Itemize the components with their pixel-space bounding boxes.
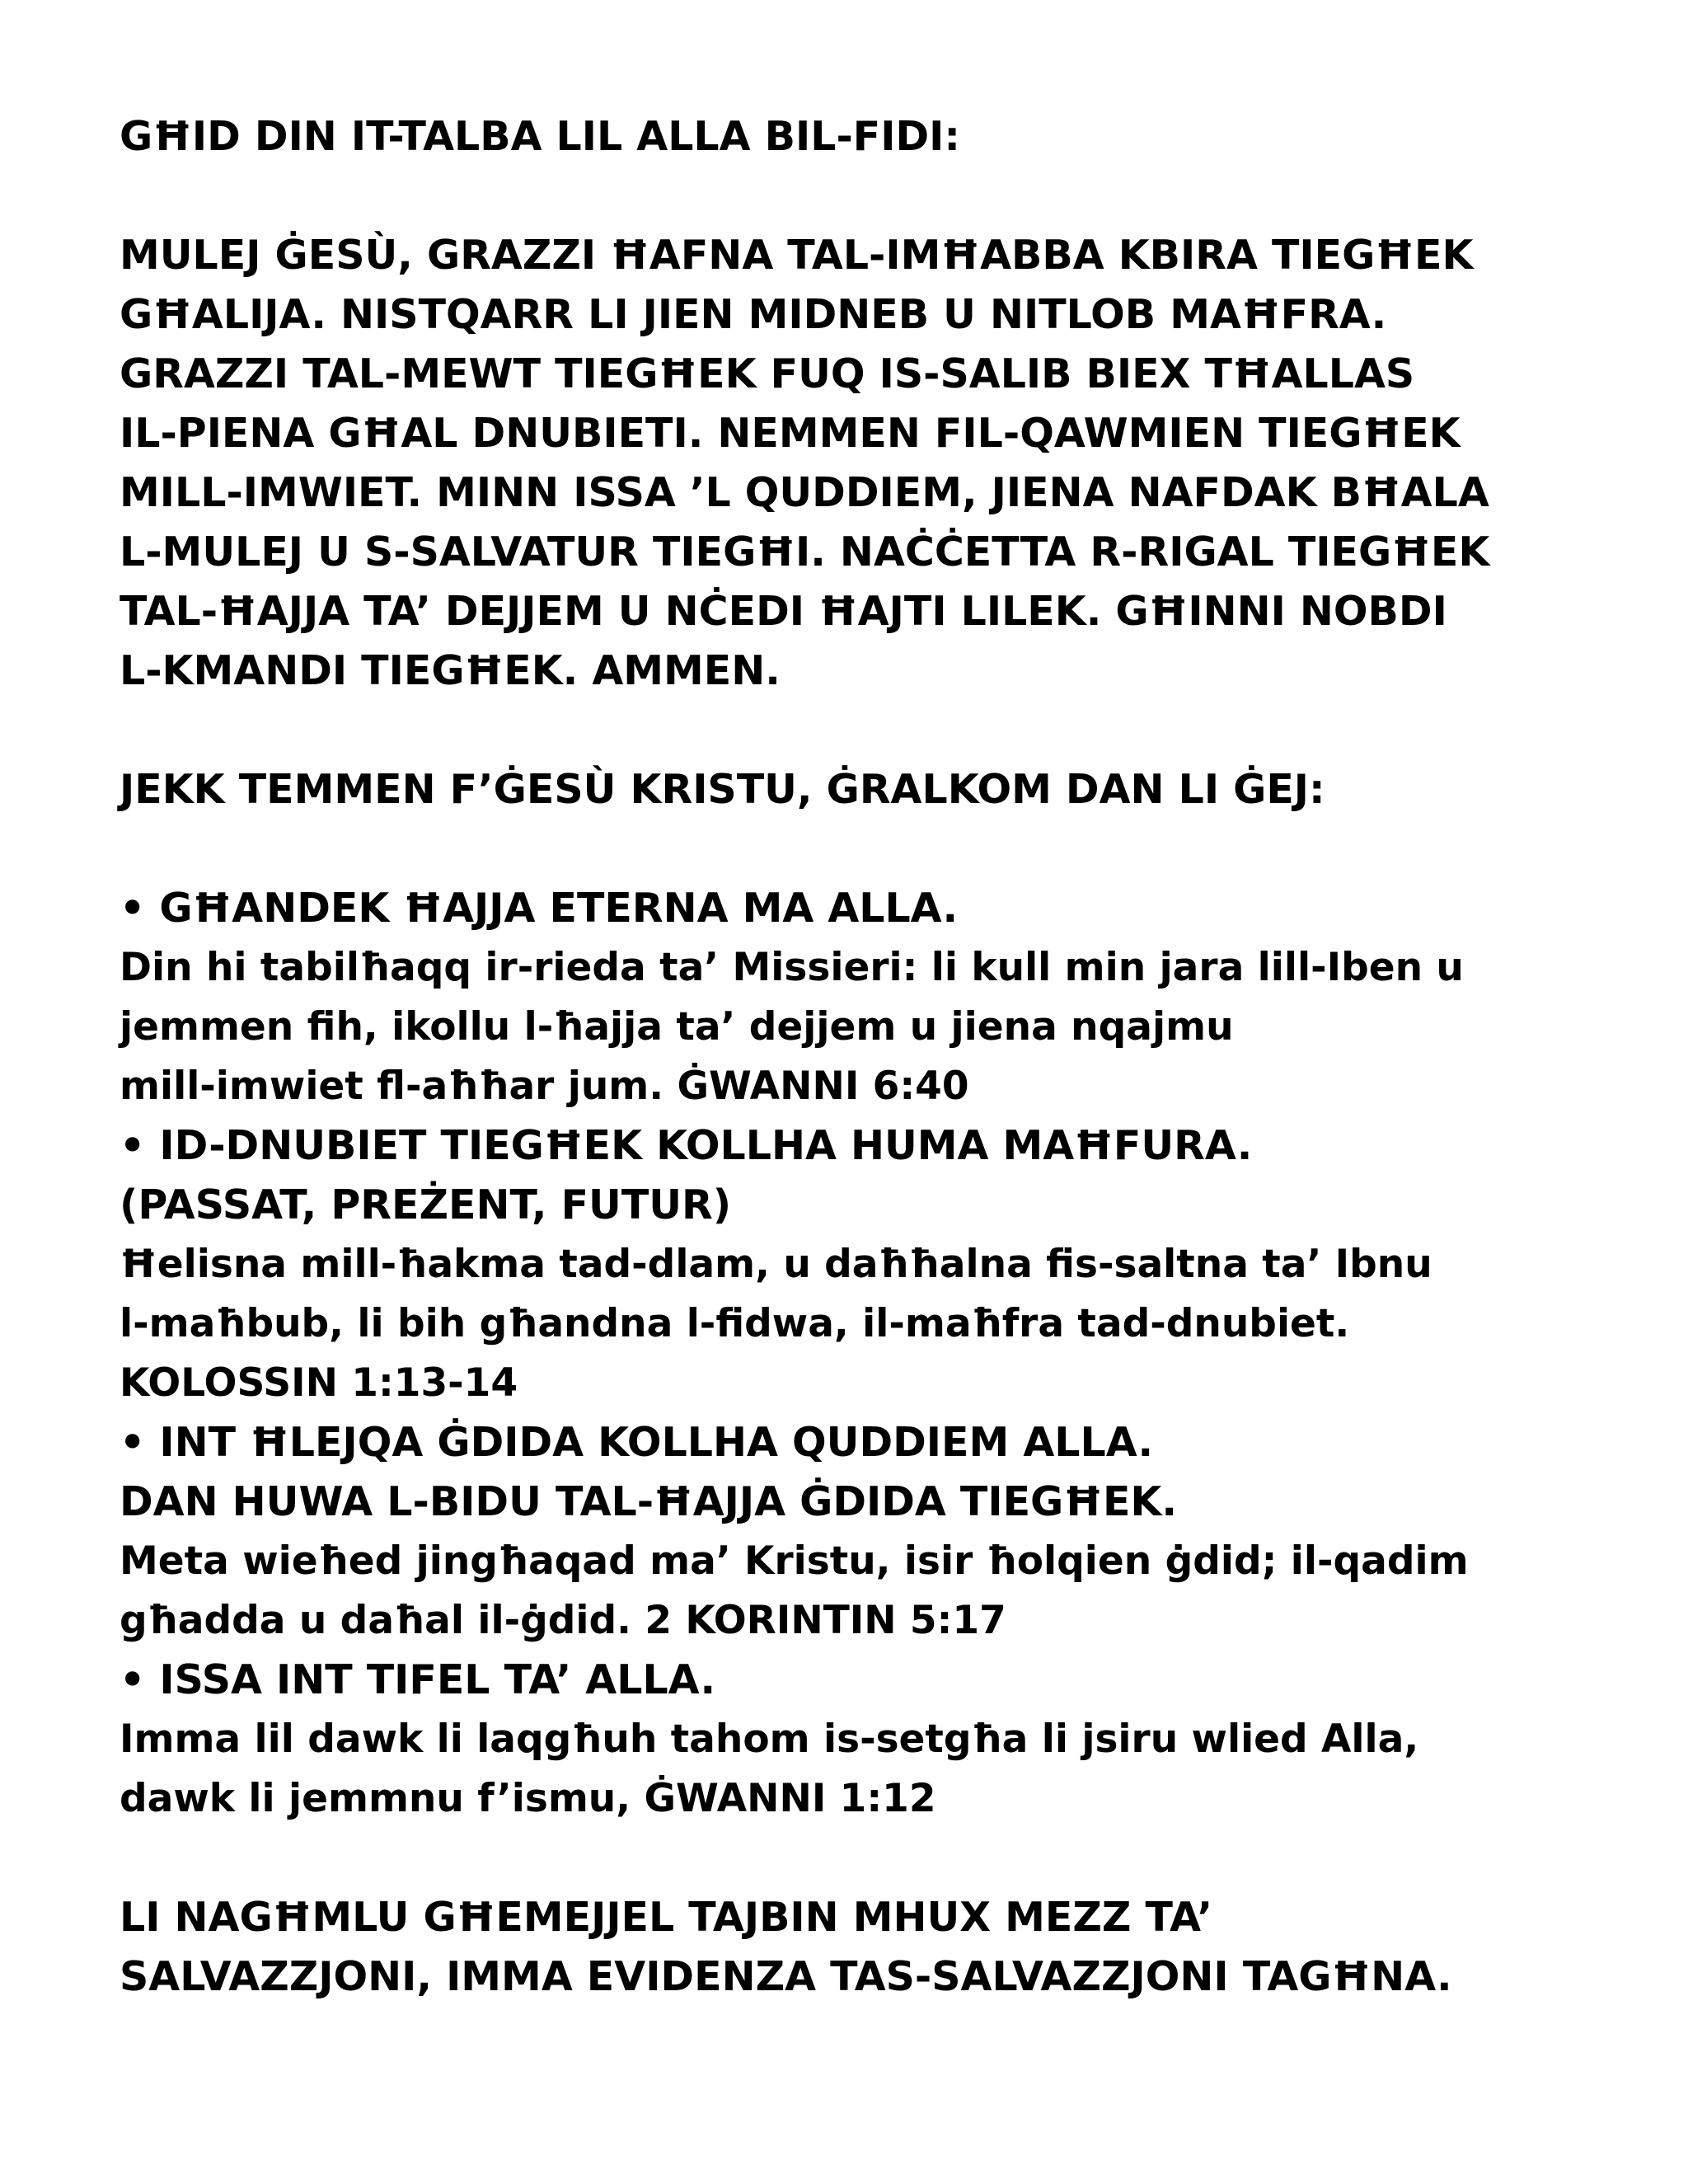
scripture-line: għadda u daħal il-ġdid. 2 KORINTIN 5:17 <box>120 1598 1006 1643</box>
benefit-point-eternal-life <box>120 879 1620 1116</box>
scripture-line: KOLOSSIN 1:13-14 <box>120 1360 518 1406</box>
prayer-line: L-KMANDI TIEGĦEK. AMMEN. <box>120 647 781 694</box>
point-title: • ID-DNUBIET TIEGĦEK KOLLHA HUMA MAĦFURA. <box>120 1122 1253 1169</box>
closing-statement <box>120 1888 1620 2007</box>
scripture-line: Imma lil dawk li laqgħuh tahom is-setgħa li jsiru wlied Alla, <box>120 1717 1419 1762</box>
closing-line: LI NAGĦMLU GĦEMEJJEL TAJBIN MHUX MEZZ TA’ <box>120 1894 1213 1941</box>
scripture-line: Ħelisna mill-ħakma tad-dlam, u daħħalna fis-saltna ta’ Ibnu <box>120 1242 1432 1287</box>
scripture-line: jemmen fih, ikollu l-ħajja ta’ dejjem u jiena nqajmu <box>120 1004 1234 1050</box>
prayer-line: MULEJ ĠESÙ, GRAZZI ĦAFNA TAL-IMĦABBA KBIRA TIEGĦEK <box>120 232 1474 279</box>
benefit-point-child-of-god <box>120 1651 1620 1829</box>
spacer <box>120 1829 1620 1888</box>
scripture-line: l-maħbub, li bih għandna l-fidwa, il-maħfra tad-dnubiet. <box>120 1301 1350 1346</box>
benefit-point-new-creation <box>120 1413 1620 1651</box>
prayer-line: MILL-IMWIET. MINN ISSA ’L QUDDIEM, JIENA NAFDAK BĦALA <box>120 469 1489 516</box>
document-page <box>120 107 1620 2007</box>
point-title: • GĦANDEK ĦAJJA ETERNA MA ALLA. <box>120 885 959 932</box>
scripture-line: dawk li jemmnu f’ismu, ĠWANNI 1:12 <box>120 1776 936 1821</box>
prayer-heading: GĦID DIN IT-TALBA LIL ALLA BIL-FIDI: <box>120 113 960 160</box>
point-subtitle: DAN HUWA L-BIDU TAL-ĦAJJA ĠDIDA TIEGĦEK. <box>120 1478 1178 1525</box>
prayer-paragraph <box>120 226 1620 701</box>
prayer-line: GRAZZI TAL-MEWT TIEGĦEK FUQ IS-SALIB BIEX TĦALLAS <box>120 350 1415 397</box>
spacer <box>120 701 1620 760</box>
prayer-line: TAL-ĦAJJA TA’ DEJJEM U NĊEDI ĦAJTI LILEK. GĦINNI NOBDI <box>120 588 1447 635</box>
prayer-line: IL-PIENA GĦAL DNUBIETI. NEMMEN FIL-QAWMIEN TIEGĦEK <box>120 410 1461 457</box>
spacer <box>120 167 1620 226</box>
closing-line: SALVAZZJONI, IMMA EVIDENZA TAS-SALVAZZJONI TAGĦNA. <box>120 1953 1452 2000</box>
spacer <box>120 820 1620 879</box>
scripture-line: mill-imwiet fl-aħħar jum. ĠWANNI 6:40 <box>120 1064 969 1109</box>
point-subtitle: (PASSAT, PREŻENT, FUTUR) <box>120 1181 732 1228</box>
point-title: • INT ĦLEJQA ĠDIDA KOLLHA QUDDIEM ALLA. <box>120 1419 1154 1466</box>
point-title: • ISSA INT TIFEL TA’ ALLA. <box>120 1656 716 1703</box>
benefit-point-forgiveness <box>120 1116 1620 1413</box>
prayer-line: L-MULEJ U S-SALVATUR TIEGĦI. NAĊĊETTA R-RIGAL TIEGĦEK <box>120 528 1490 575</box>
benefits-intro: JEKK TEMMEN F’ĠESÙ KRISTU, ĠRALKOM DAN LI ĠEJ: <box>120 766 1325 813</box>
scripture-line: Din hi tabilħaqq ir-rieda ta’ Missieri: li kull min jara lill-Iben u <box>120 945 1464 990</box>
scripture-line: Meta wieħed jingħaqad ma’ Kristu, isir ħolqien ġdid; il-qadim <box>120 1538 1469 1584</box>
prayer-line: GĦALIJA. NISTQARR LI JIEN MIDNEB U NITLOB MAĦFRA. <box>120 291 1387 338</box>
